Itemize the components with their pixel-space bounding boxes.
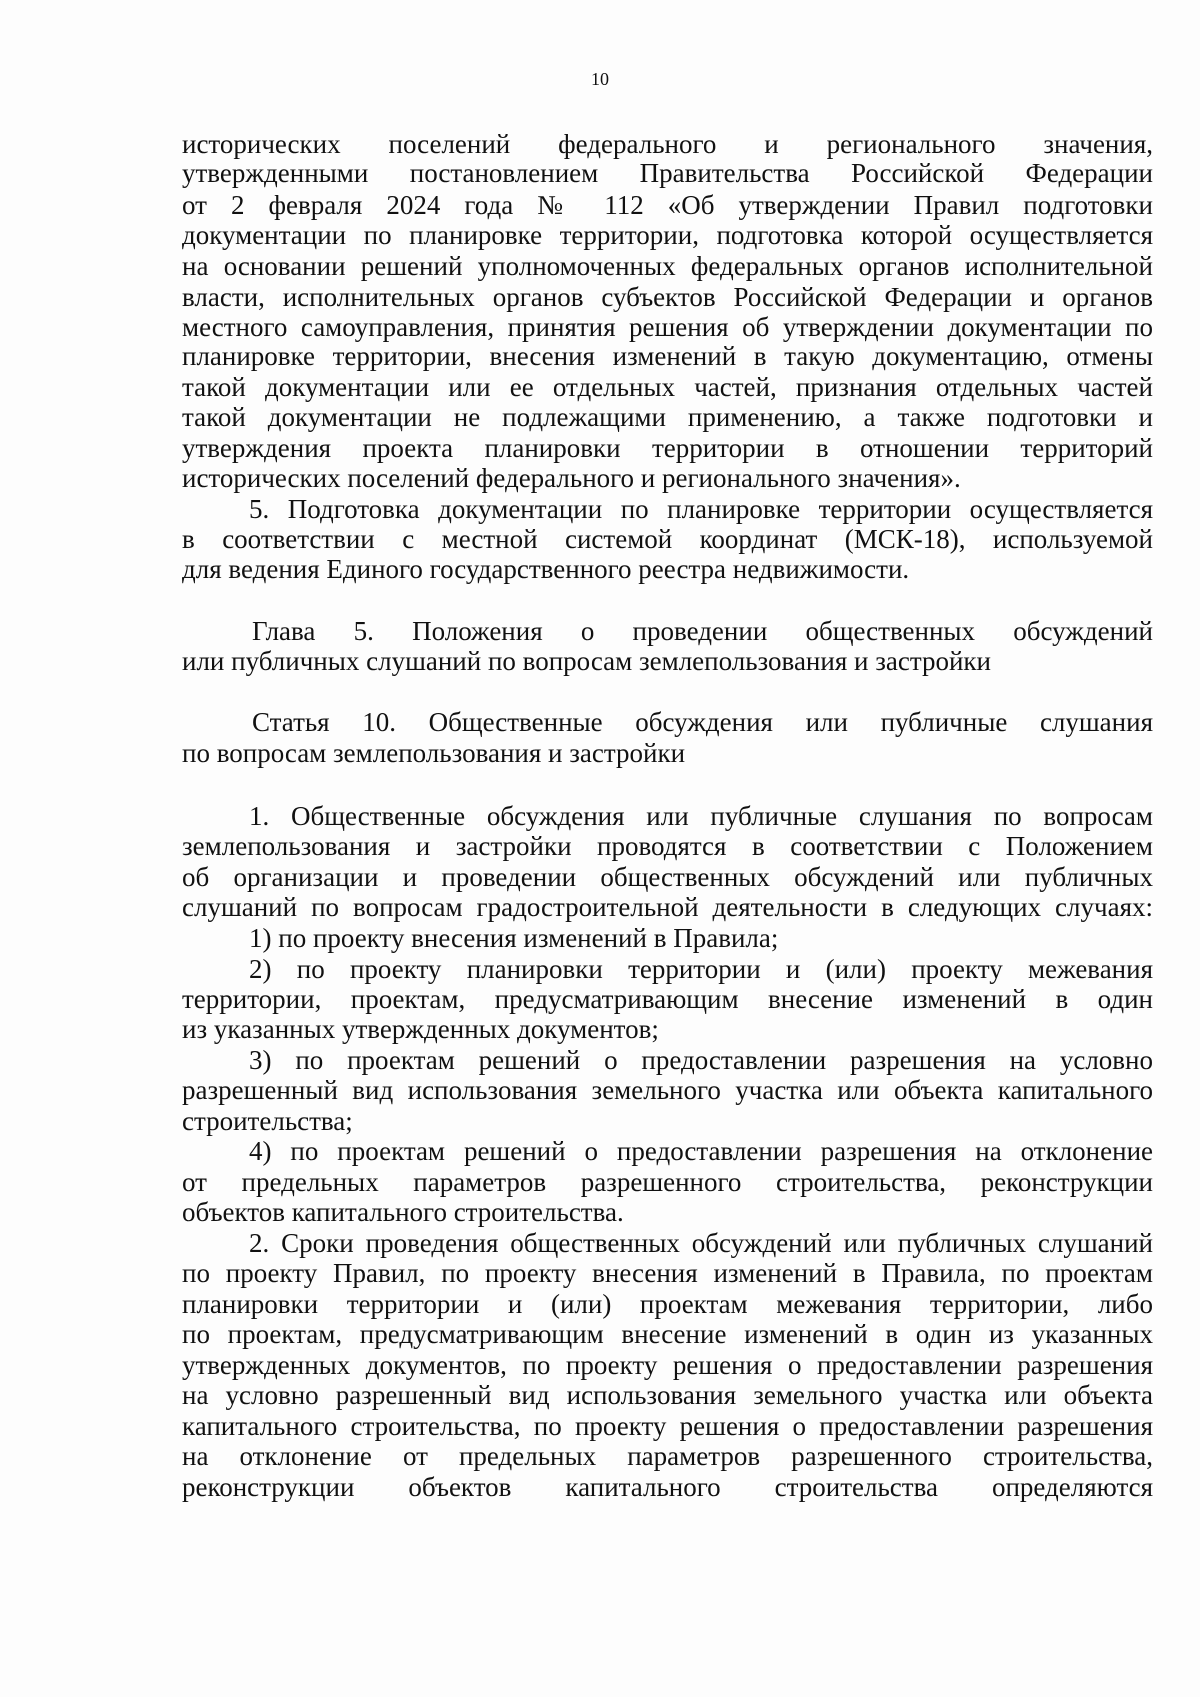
text-line: от 2 февраля 2024 года № 112 «Об утверждении Правил подготовки: [182, 190, 1153, 220]
text-line: на условно разрешенный вид использования земельного участка или объекта: [182, 1380, 1153, 1410]
text-line: в соответствии с местной системой координат (МСК-18), используемой: [182, 524, 1153, 554]
paragraph-2-line: 2. Сроки проведения общественных обсуждений или публичных слушаний: [249, 1228, 1153, 1258]
text-line: для ведения Единого государственного реестра недвижимости.: [182, 554, 910, 584]
text-line: территории, проектам, предусматривающим внесение изменений в один: [182, 984, 1153, 1014]
text-line: из указанных утвержденных документов;: [182, 1014, 659, 1044]
text-line: исторических поселений федерального и регионального значения,: [182, 129, 1153, 159]
text-line: разрешенный вид использования земельного участка или объекта капитального: [182, 1075, 1153, 1105]
text-line: местного самоуправления, принятия решения об утверждении документации по: [182, 312, 1153, 342]
text-line: исторических поселений федерального и регионального значения».: [182, 463, 961, 493]
text-line: по проекту Правил, по проекту внесения изменений в Правила, по проектам: [182, 1258, 1153, 1288]
text-line: такой документации или ее отдельных частей, признания отдельных частей: [182, 372, 1153, 402]
text-line: по проектам, предусматривающим внесение изменений в один из указанных: [182, 1319, 1153, 1349]
text-line: от предельных параметров разрешенного строительства, реконструкции: [182, 1167, 1153, 1197]
text-line: реконструкции объектов капитального строительства определяются: [182, 1472, 1153, 1502]
text-line: об организации и проведении общественных обсуждений или публичных: [182, 862, 1153, 892]
list-item-3: 3) по проектам решений о предоставлении разрешения на условно: [249, 1045, 1153, 1075]
text-line: объектов капитального строительства.: [182, 1197, 624, 1227]
text-line: на основании решений уполномоченных федеральных органов исполнительной: [182, 251, 1153, 281]
paragraph-5-line: 5. Подготовка документации по планировке территории осуществляется: [249, 494, 1153, 524]
text-line: планировке территории, внесения изменений в такую документацию, отмены: [182, 341, 1153, 371]
text-line: слушаний по вопросам градостроительной деятельности в следующих случаях:: [182, 892, 1153, 922]
text-line: утверждения проекта планировки территории в отношении территорий: [182, 433, 1153, 463]
paragraph-1-line: 1. Общественные обсуждения или публичные слушания по вопросам: [249, 801, 1153, 831]
text-line: власти, исполнительных органов субъектов Российской Федерации и органов: [182, 282, 1153, 312]
article-heading: Статья 10. Общественные обсуждения или публичные слушания: [252, 707, 1153, 737]
text-line: на отклонение от предельных параметров разрешенного строительства,: [182, 1441, 1153, 1471]
list-item-2: 2) по проекту планировки территории и (или) проекту межевания: [249, 954, 1153, 984]
text-line: землепользования и застройки проводятся в соответствии с Положением: [182, 831, 1153, 861]
text-line: документации по планировке территории, подготовка которой осуществляется: [182, 220, 1153, 250]
chapter-heading: Глава 5. Положения о проведении общественных обсуждений: [252, 616, 1153, 646]
list-item-4: 4) по проектам решений о предоставлении разрешения на отклонение: [249, 1136, 1153, 1166]
list-item-1: 1) по проекту внесения изменений в Правила;: [249, 923, 779, 953]
chapter-heading: или публичных слушаний по вопросам землепользования и застройки: [182, 646, 991, 676]
text-line: утвержденными постановлением Правительства Российской Федерации: [182, 158, 1153, 188]
text-line: строительства;: [182, 1106, 353, 1136]
text-line: планировки территории и (или) проектам межевания территории, либо: [182, 1289, 1153, 1319]
article-heading: по вопросам землепользования и застройки: [182, 738, 686, 768]
text-line: утвержденных документов, по проекту решения о предоставлении разрешения: [182, 1350, 1153, 1380]
page-number: 10: [591, 69, 609, 89]
text-line: такой документации не подлежащими применению, а также подготовки и: [182, 402, 1153, 432]
text-line: капитального строительства, по проекту решения о предоставлении разрешения: [182, 1411, 1153, 1441]
